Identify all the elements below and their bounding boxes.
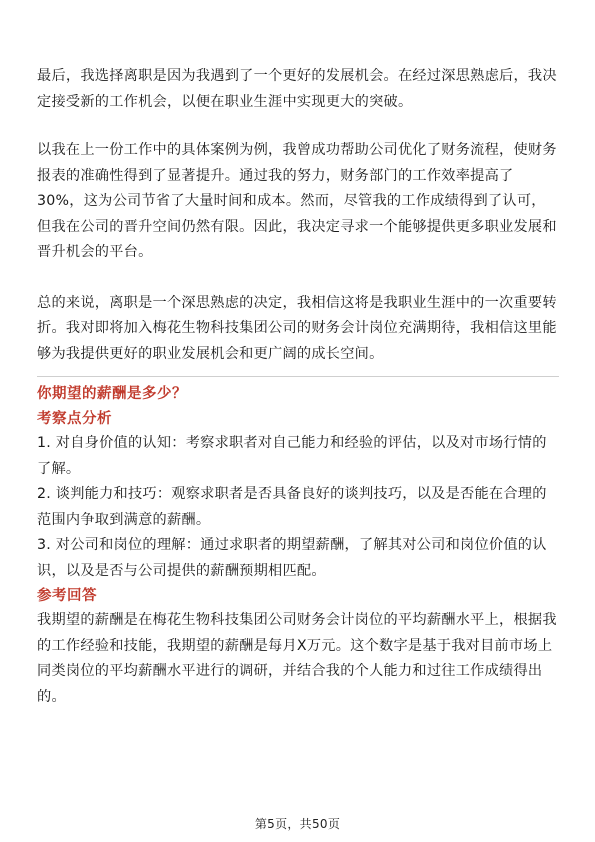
question-title: 你期望的薪酬是多少？: [37, 386, 187, 402]
section-divider: [37, 376, 559, 377]
page-number: 第5页，共50页: [254, 817, 341, 831]
page-content: [37, 64, 559, 710]
paragraph-summary: 总的来说，离职是一个深思熟虑的决定，我相信这将是我职业生涯中的一次重要转折。我对即将加入梅花生物科技集团公司的财务会计岗位充满期待，我相信这里能够为我提供更好的职业发展机会和更广阔的成长空间。: [37, 294, 557, 362]
analysis-point-2: 2. 谈判能力和技巧：观察求职者是否具备良好的谈判技巧，以及是否能在合理的范围内争取到满意的薪酬。: [37, 486, 547, 528]
spacer: [37, 115, 559, 138]
spacer: [37, 266, 559, 291]
answer-paragraph: 我期望的薪酬是在梅花生物科技集团公司财务会计岗位的平均薪酬水平上，根据我的工作经验和技能，我期望的薪酬是每月X万元。这个数字是基于我对目前市场上同类岗位的平均薪酬水平进行的调研，并结合我的个人能力和过往工作成绩得出的。: [37, 612, 557, 705]
analysis-point-3: 3. 对公司和岗位的理解：通过求职者的期望薪酬，了解其对公司和岗位价值的认识，以及是否与公司提供的薪酬预期相匹配。: [37, 537, 547, 579]
paragraph-reason: 最后，我选择离职是因为我遇到了一个更好的发展机会。在经过深思熟虑后，我决定接受新的工作机会，以便在职业生涯中实现更大的突破。: [37, 68, 557, 110]
paragraph-case: 以我在上一份工作中的具体案例为例，我曾成功帮助公司优化了财务流程，使财务报表的准确性得到了显著提升。通过我的努力，财务部门的工作效率提高了30%，这为公司节省了大量时间和成本。然而，尽管我的工作成绩得到了认可，但我在公司的晋升空间仍然有限。因此，我决定寻求一个能够提供更多职业发展和晋升机会的平台。: [37, 142, 557, 260]
analysis-point-1: 1. 对自身价值的认知：考察求职者对自己能力和经验的评估，以及对市场行情的了解。: [37, 435, 547, 477]
analysis-heading: 考察点分析: [37, 411, 112, 427]
answer-heading: 参考回答: [37, 588, 97, 604]
